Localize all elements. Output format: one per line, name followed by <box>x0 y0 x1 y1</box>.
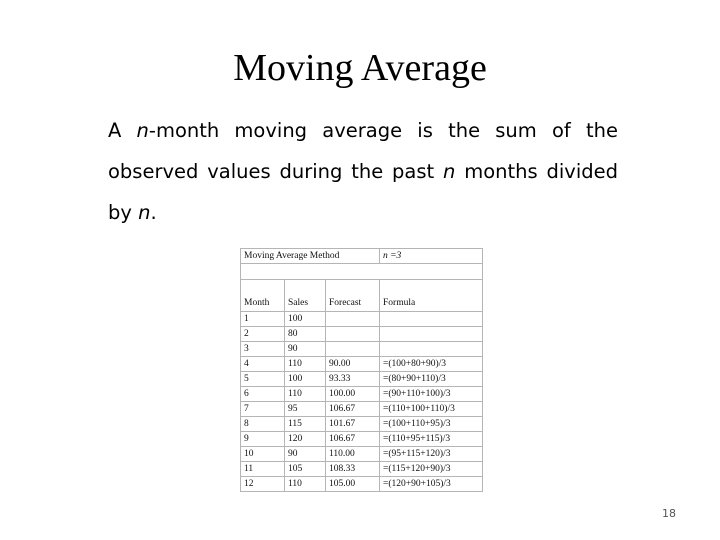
cell-month: 6 <box>241 387 285 402</box>
definition-part-1: A <box>108 119 137 142</box>
table-caption-row <box>241 249 483 264</box>
cell-month: 7 <box>241 402 285 417</box>
definition-part-2: -month moving average is the sum of the observed values during the past <box>108 119 618 183</box>
table-row <box>241 462 483 477</box>
cell-sales: 100 <box>285 312 326 327</box>
variable-n: n <box>443 160 456 183</box>
cell-formula: =(110+95+115)/3 <box>380 432 483 447</box>
cell-forecast: 106.67 <box>326 402 380 417</box>
cell-formula <box>380 342 483 357</box>
cell-forecast: 110.00 <box>326 447 380 462</box>
table-row <box>241 372 483 387</box>
cell-forecast <box>326 312 380 327</box>
cell-sales: 115 <box>285 417 326 432</box>
cell-sales: 95 <box>285 402 326 417</box>
cell-forecast: 93.33 <box>326 372 380 387</box>
cell-month: 8 <box>241 417 285 432</box>
table-caption: Moving Average Method <box>241 249 380 264</box>
cell-month: 4 <box>241 357 285 372</box>
cell-sales: 110 <box>285 357 326 372</box>
header-formula: Formula <box>380 280 483 312</box>
cell-month: 9 <box>241 432 285 447</box>
header-sales: Sales <box>285 280 326 312</box>
cell-sales: 100 <box>285 372 326 387</box>
variable-n: n <box>136 119 149 142</box>
cell-forecast: 100.00 <box>326 387 380 402</box>
table-row <box>241 447 483 462</box>
cell-sales: 90 <box>285 447 326 462</box>
cell-forecast <box>326 342 380 357</box>
table-row <box>241 357 483 372</box>
definition-text <box>108 110 618 233</box>
cell-forecast: 105.00 <box>326 477 380 492</box>
cell-formula: =(115+120+90)/3 <box>380 462 483 477</box>
cell-formula: =(80+90+110)/3 <box>380 372 483 387</box>
definition-part-3: months divided by <box>108 160 618 224</box>
cell-formula: =(120+90+105)/3 <box>380 477 483 492</box>
cell-formula: =(95+115+120)/3 <box>380 447 483 462</box>
n-parameter-value: n =3 <box>383 251 402 261</box>
cell-formula <box>380 312 483 327</box>
cell-sales: 110 <box>285 477 326 492</box>
table-row <box>241 342 483 357</box>
cell-forecast: 90.00 <box>326 357 380 372</box>
cell-forecast: 108.33 <box>326 462 380 477</box>
page-number: 18 <box>662 507 676 520</box>
cell-month: 5 <box>241 372 285 387</box>
table-row <box>241 417 483 432</box>
moving-average-table <box>240 248 482 492</box>
cell-formula: =(110+100+110)/3 <box>380 402 483 417</box>
table-row <box>241 477 483 492</box>
cell-forecast: 101.67 <box>326 417 380 432</box>
cell-sales: 120 <box>285 432 326 447</box>
table-blank-row <box>241 264 483 280</box>
cell-month: 11 <box>241 462 285 477</box>
cell-month: 10 <box>241 447 285 462</box>
table-header-row <box>241 280 483 312</box>
table-row <box>241 432 483 447</box>
cell-sales: 80 <box>285 327 326 342</box>
cell-forecast: 106.67 <box>326 432 380 447</box>
table-row <box>241 387 483 402</box>
table-row <box>241 402 483 417</box>
table-row <box>241 312 483 327</box>
header-month: Month <box>241 280 285 312</box>
cell-sales: 110 <box>285 387 326 402</box>
table-row <box>241 327 483 342</box>
cell-month: 2 <box>241 327 285 342</box>
cell-formula <box>380 327 483 342</box>
cell-sales: 90 <box>285 342 326 357</box>
n-parameter-label <box>380 249 483 264</box>
variable-n: n <box>138 201 151 224</box>
cell-month: 1 <box>241 312 285 327</box>
definition-part-4: . <box>150 201 157 224</box>
cell-month: 12 <box>241 477 285 492</box>
cell-formula: =(90+110+100)/3 <box>380 387 483 402</box>
slide-title: Moving Average <box>233 47 487 89</box>
cell-month: 3 <box>241 342 285 357</box>
cell-sales: 105 <box>285 462 326 477</box>
cell-formula: =(100+110+95)/3 <box>380 417 483 432</box>
header-forecast: Forecast <box>326 280 380 312</box>
cell-formula: =(100+80+90)/3 <box>380 357 483 372</box>
cell-forecast <box>326 327 380 342</box>
